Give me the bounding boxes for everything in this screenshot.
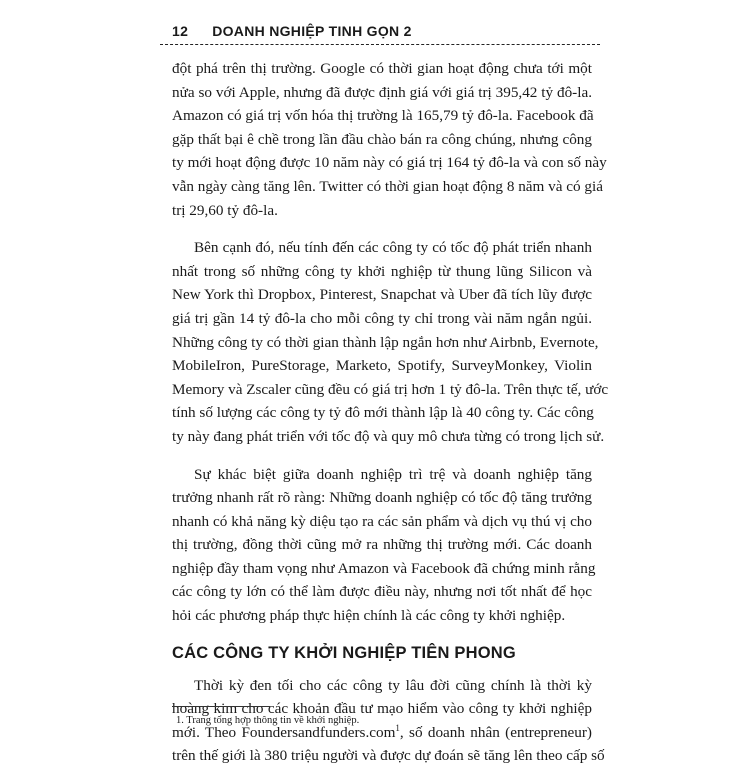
text-line: nghiệp đầy tham vọng như Amazon và Facebook đã chứng minh rằng <box>172 559 596 577</box>
text-line: giá trị gần 14 tỷ đô-la cho mỗi công ty chỉ trong vài năm ngắn ngủi. <box>172 309 592 327</box>
header-divider <box>160 44 600 45</box>
text-line: gặp thất bại ê chề trong lần đầu chào bán ra công chúng, nhưng công <box>172 130 592 148</box>
text-line: nửa so với Apple, nhưng đã được định giá với giá trị 395,42 tỷ đô-la. <box>172 83 592 101</box>
text-line: Sự khác biệt giữa doanh nghiệp trì trệ và doanh nghiệp tăng <box>194 465 592 483</box>
text-line: các công ty lớn có thể làm được điều này, nhưng nơi tốt nhất để học <box>172 583 592 601</box>
paragraph-1 <box>172 57 607 222</box>
text-line: trưởng nhanh rất rõ ràng: Những doanh nghiệp có tốc độ tăng trưởng <box>172 489 592 507</box>
text-line: hỏi các phương pháp thực hiện chính là các công ty khởi nghiệp. <box>172 607 566 625</box>
footnote: 1. Trang tổng hợp thông tin về khởi nghiệp. <box>176 715 360 726</box>
text-line: nhất trong số những công ty khởi nghiệp từ thung lũng Silicon và <box>172 262 592 280</box>
text-line: vẫn ngày càng tăng lên. Twitter có thời gian hoạt động 8 năm và có giá <box>172 177 603 195</box>
text-line: Những công ty có thời gian thành lập ngắn hơn như Airbnb, Evernote, <box>172 333 599 351</box>
text-line: MobileIron, PureStorage, Marketo, Spotify, SurveyMonkey, Violin <box>172 357 592 375</box>
text-line: thị trường, đồng thời cũng mở ra những thị trường mới. Các doanh <box>172 536 592 554</box>
text-line: trị 29,60 tỷ đô-la. <box>172 201 278 219</box>
text-line: Bên cạnh đó, nếu tính đến các công ty có tốc độ phát triển nhanh <box>194 239 592 257</box>
text-line: ty mới hoạt động được 10 năm này có giá trị 164 tỷ đô-la và con số này <box>172 154 607 172</box>
paragraph-2 <box>172 236 609 448</box>
book-title: DOANH NGHIỆP TINH GỌN 2 <box>212 23 412 39</box>
text-line: Memory và Zscaler cũng đều có giá trị hơn 1 tỷ đô-la. Trên thực tế, ước <box>172 380 609 398</box>
text-line: Thời kỳ đen tối cho các công ty lâu đời cũng chính là thời kỳ <box>194 676 592 694</box>
text-segment: , số doanh nhân (entrepreneur) <box>399 723 592 741</box>
text-line: Amazon có giá trị vốn hóa thị trường là 165,79 tỷ đô-la. Facebook đã <box>172 107 594 125</box>
running-head <box>172 20 602 42</box>
text-line: hoàng kim cho các khoản đầu tư mạo hiểm vào công ty khởi nghiệp <box>172 700 592 718</box>
text-segment: mới. Theo Foundersandfunders.com <box>172 723 396 741</box>
text-line: nhanh có khả năng kỳ diệu tạo ra các sản phẩm và dịch vụ thú vị cho <box>172 512 592 530</box>
text-line: tính số lượng các công ty tỷ đô mới thành lập là 40 công ty. Các công <box>172 404 594 422</box>
page-number: 12 <box>172 23 189 39</box>
text-line: New York thì Dropbox, Pinterest, Snapchat và Uber đã tích lũy được <box>172 286 592 304</box>
section-heading: CÁC CÔNG TY KHỞI NGHIỆP TIÊN PHONG <box>172 643 516 662</box>
text-line: ty này đang phát triển với tốc độ và quy mô chưa từng có trong lịch sử. <box>172 427 605 445</box>
footnote-marker: 1 <box>395 722 400 733</box>
text-line: trên thế giới là 380 triệu người và được dự đoán sẽ tăng lên theo cấp số <box>172 747 605 765</box>
body-text <box>172 57 609 768</box>
paragraph-3 <box>172 463 596 628</box>
footnote-divider <box>172 706 270 707</box>
text-line: đột phá trên thị trường. Google có thời gian hoạt động chưa tới một <box>172 60 592 77</box>
